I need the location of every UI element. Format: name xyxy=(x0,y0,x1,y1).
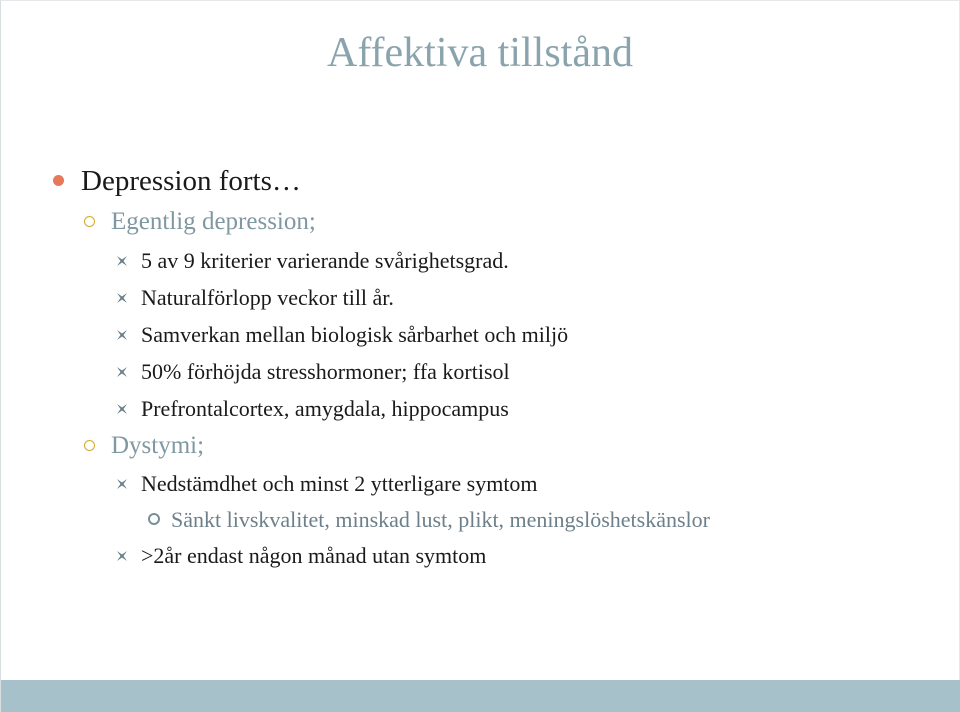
bullet-text: >2år endast någon månad utan symtom xyxy=(141,543,487,568)
bullet-text: Sänkt livskvalitet, minskad lust, plikt, meningslöshetskänslor xyxy=(171,507,710,532)
bullet-text: Naturalförlopp veckor till år. xyxy=(141,285,394,310)
bullet-text: Nedstämdhet och minst 2 ytterligare symtom xyxy=(141,471,538,496)
bullet-text: Prefrontalcortex, amygdala, hippocampus xyxy=(141,396,509,421)
four-point-star-icon xyxy=(116,292,128,304)
filled-circle-icon xyxy=(53,175,64,186)
bullet-text: Dystymi; xyxy=(111,432,205,459)
hollow-circle-icon xyxy=(84,216,95,227)
four-point-star-icon xyxy=(116,403,128,415)
bullet-text: 50% förhöjda stresshormoner; ffa kortisol xyxy=(141,359,510,384)
hollow-circle-icon xyxy=(84,440,95,451)
bullet-text: 5 av 9 kriterier varierande svårighetsgrad. xyxy=(141,248,509,273)
bullet-text: Egentlig depression; xyxy=(111,208,316,235)
four-point-star-icon xyxy=(116,366,128,378)
bullet-text: Depression forts… xyxy=(81,165,301,197)
four-point-star-icon xyxy=(116,329,128,341)
footer-bar xyxy=(1,680,960,712)
slide-title: Affektiva tillstånd xyxy=(327,30,633,76)
four-point-star-icon xyxy=(116,550,128,562)
hollow-circle-icon xyxy=(148,513,160,525)
four-point-star-icon xyxy=(116,478,128,490)
four-point-star-icon xyxy=(116,255,128,267)
bullet-text: Samverkan mellan biologisk sårbarhet och miljö xyxy=(141,322,569,347)
